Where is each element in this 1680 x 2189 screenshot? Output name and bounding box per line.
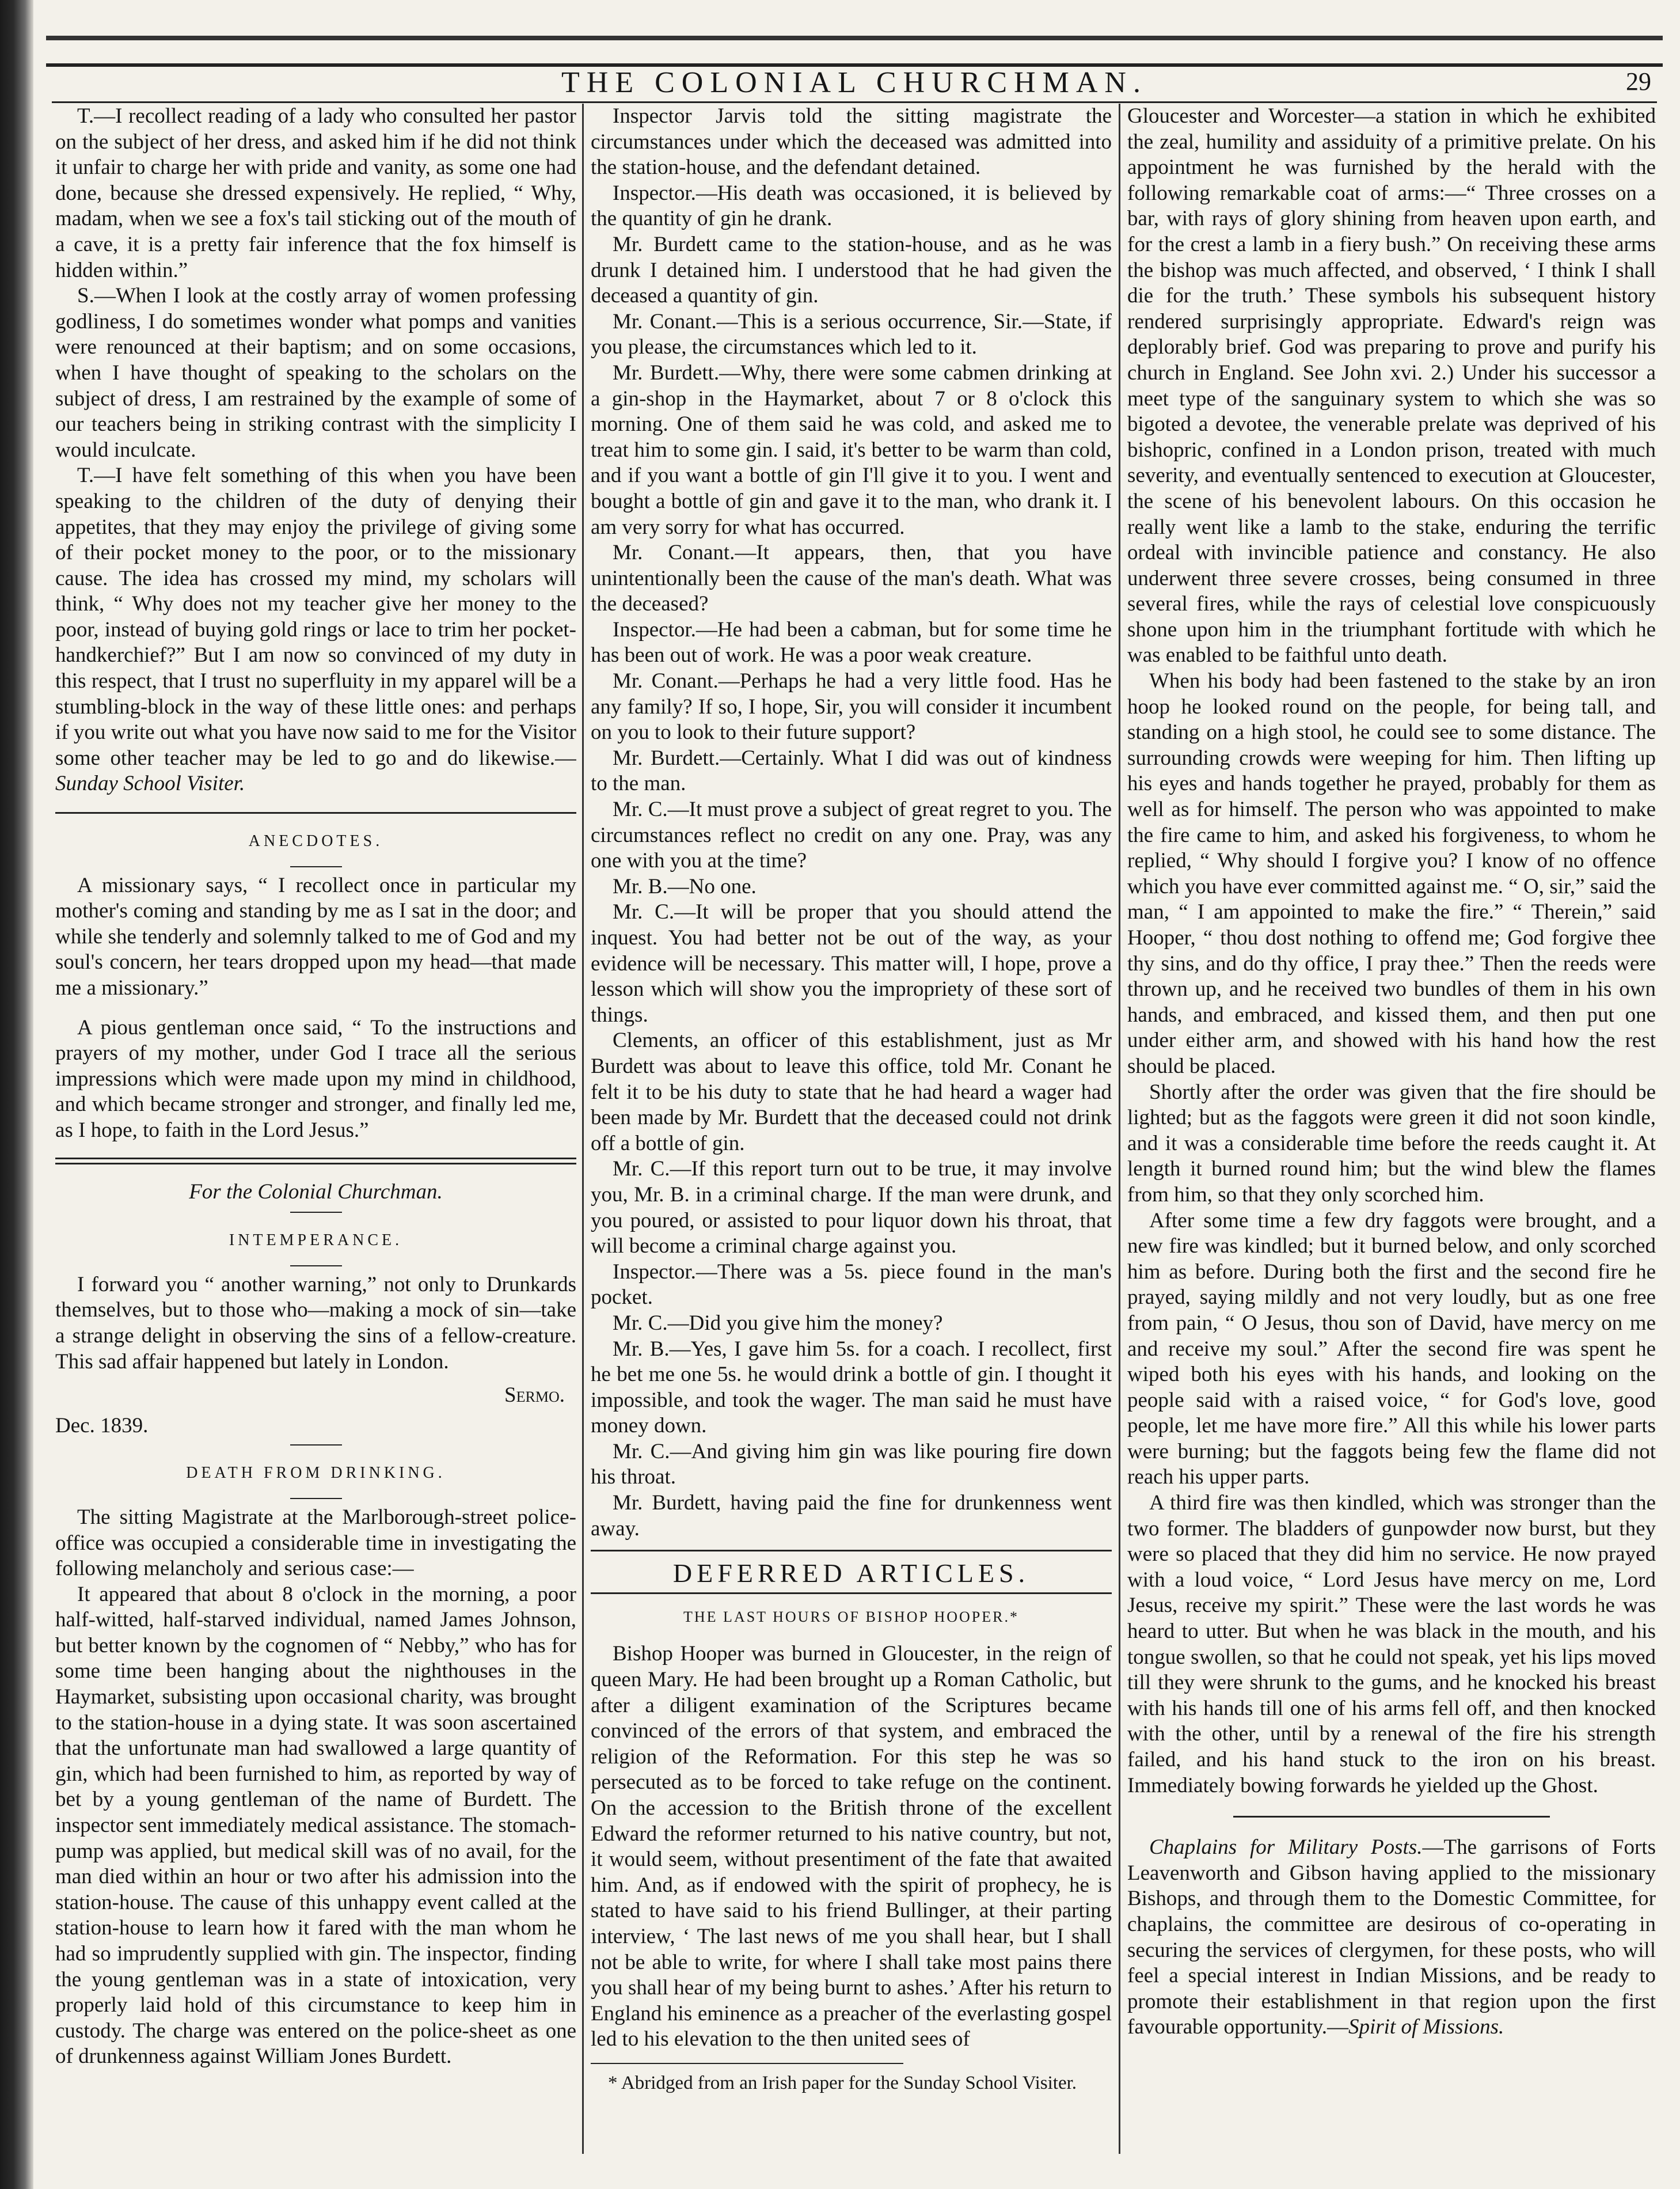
letter-signature: Sermo. bbox=[504, 1383, 565, 1408]
report-paragraph: Mr. Burdett.—Why, there were some cabmen drinking at a gin-shop in the Haymarket, about 7 or 8 o'clock this morning. One of them said he was cold, and asked me to treat him to some gin. I said, it's better to be warm than cold, and if you want a bottle of gin I'll give it to you. I went and bought a bottle of gin and gave it to the man, who drank it. I am very sorry for what has occurred. bbox=[591, 361, 1112, 539]
report-paragraph: Mr. Conant.—It appears, then, that you have unintentionally been the cause of the man's death. What was the deceased? bbox=[591, 541, 1112, 616]
report-paragraph: Mr. Conant.—This is a serious occurrence, Sir.—State, if you please, the circumstances which led to it. bbox=[591, 309, 1112, 359]
report-paragraph: Inspector Jarvis told the sitting magistrate the circumstances under which the deceased was admitted into the station-house, and the defendant detained. bbox=[591, 104, 1112, 180]
short-rule bbox=[290, 1444, 342, 1446]
report-paragraph: Mr. B.—Yes, I gave him 5s. for a coach. I recollect, first he bet me one 5s. he would drink a bottle of gin. I thought it impossible, and took the wager. The man said he must have money down. bbox=[591, 1337, 1112, 1438]
intemperance-heading: INTEMPERANCE. bbox=[229, 1231, 403, 1250]
death-heading: DEATH FROM DRINKING. bbox=[186, 1464, 446, 1482]
anecdote-paragraph: A missionary says, “ I recollect once in particular my mother's coming and standing by me as I sat in the door; and while she tenderly and solemnly talked to me of God and my soul's concern, her tears dropped upon my head—that made me a missionary.” bbox=[55, 873, 576, 1000]
report-paragraph: Clements, an officer of this establishment, just as Mr Burdett was about to leave this office, told Mr. Conant he felt it to be his duty to state that he had heard a wager had been made by Mr. Burdett that the deceased could not drink off a bottle of gin. bbox=[591, 1029, 1112, 1155]
report-paragraph: Inspector.—There was a 5s. piece found in the man's pocket. bbox=[591, 1259, 1112, 1310]
column-1 bbox=[55, 104, 576, 2154]
hooper-paragraph: Bishop Hooper was burned in Gloucester, in the reign of queen Mary. He had been brought up a Roman Catholic, but after a diligent examination of the Scriptures became convinced of the errors of that system, and embraced the religion of the Reformation. For this step he was so persecuted as to be forced to take refuge on the continent. On the accession to the British throne of the excellent Edward the reformer returned to his native country, but not, it would seem, without presentiment of the fate that awaited him. And, as if endowed with the spirit of prophecy, he is stated to have said to his friend Bullinger, at their parting interview, ‘ The last news of me you shall hear, but I shall not be able to write, for where I shall take most pains there you shall hear of my being burnt to ashes.’ After his return to England his eminence as a preacher of the everlasting gospel led to his elevation to the then united sees of bbox=[591, 1642, 1112, 2051]
letter-body: I forward you “ another warning,” not only to Drunkards themselves, but to those who—making a mock of sin—take a strange delight in observing the sins of a fellow-creature. This sad affair happened but lately in London. bbox=[55, 1272, 576, 1374]
report-paragraph: Mr. C.—It must prove a subject of great regret to you. The circumstances reflect no credit on any one. Pray, was any one with you at the time? bbox=[591, 798, 1112, 873]
letter-date: Dec. 1839. bbox=[55, 1413, 149, 1437]
column-3 bbox=[1127, 104, 1656, 2154]
section-divider bbox=[55, 1158, 576, 1164]
chaplains-runin: Chaplains for Military Posts. bbox=[1149, 1835, 1423, 1860]
report-paragraph: Mr. Burdett.—Certainly. What I did was out of kindness to the man. bbox=[591, 746, 1112, 796]
report-paragraph: Inspector.—His death was occasioned, it is believed by the quantity of gin he drank. bbox=[591, 181, 1112, 231]
hooper-paragraph: Gloucester and Worcester—a station in which he exhibited the zeal, humility and assiduity of a primitive prelate. On his appointment he was furnished by the herald with the following remarkable coat of arms:—“ Three crosses on a bar, with rays of glory shining from heaven upon earth, and for the crest a lamb in a fiery bush.” On receiving these arms the bishop was much affected, and observed, ‘ I think I shall die for the truth.’ These symbols his subsequent history rendered surprisingly appropriate. Edward's reign was deplorably brief. God was preparing to prove and purify his church in England. See John xvi. 2.) Under his successor a meet type of the sanguinary system to which she was so bigoted a devotee, the venerable prelate was deprived of his bishopric, confined in a London prison, treated with much severity, and eventually sentenced to execution at Gloucester, the scene of his benevolent labours. On this occasion he really went like a lamb to the stake, enduring the terrific ordeal with invincible patience and constancy. He also underwent three severe crosses, being consumed in three several fires, while the rays of celestial love conspicuously shone upon him in the triumphant fortitude with which he was enabled to be faithful unto death. bbox=[1127, 104, 1656, 667]
dialogue-paragraph: T.—I recollect reading of a lady who consulted her pastor on the subject of her dress, and asked him if he did not think it unfair to charge her with pride and vanity, as some one had done, because she dressed expensively. He replied, “ Why, madam, when we see a fox's tail sticking out of the mouth of a cave, it is a pretty fair inference that the fox himself is hidden within.” bbox=[55, 104, 576, 282]
dialogue-paragraph: S.—When I look at the costly array of women professing godliness, I do sometimes wonder what pomps and vanities were renounced at their baptism; and on some occasions, when I have thought of speaking to the scholars on the subject of dress, I am restrained by the example of some of our teachers being in striking contrast with the simplicity I would inculcate. bbox=[55, 284, 576, 462]
report-paragraph: Mr. Conant.—Perhaps he had a very little food. Has he any family? If so, I hope, Sir, you will consider it incumbent on you to look to their future support? bbox=[591, 669, 1112, 745]
deferred-articles-heading: DEFERRED ARTICLES. bbox=[591, 1550, 1112, 1594]
report-paragraph: Inspector.—He had been a cabman, but for some time he has been out of work. He was a poor weak creature. bbox=[591, 617, 1112, 667]
hooper-paragraph: After some time a few dry faggots were brought, and a new fire was kindled; but it burned below, and only scorched him as before. During both the first and the second fire he prayed, saying mildly and not very loudly, but as one free from pain, “ O Jesus, thou son of David, have mercy on me and receive my soul.” After the second fire was spent he wiped both his eyes with his hands, and looking on the people said with a raised voice, “ for God's love, good people, let me have more fire.” All this while his lower parts were burning; but the faggots being few the flame did not reach his upper parts. bbox=[1127, 1208, 1656, 1489]
hooper-paragraph: Shortly after the order was given that the fire should be lighted; but as the faggots were green it did not soon kindle, and it was a considerable time before the reeds caught it. At length it burned round him; but the wind blew the flames from him, so that they only scorched him. bbox=[1127, 1080, 1656, 1207]
page-header bbox=[52, 63, 1657, 103]
page-binding-edge bbox=[0, 0, 33, 2189]
footnote-rule bbox=[591, 2063, 903, 2064]
anecdotes-heading: ANECDOTES. bbox=[248, 832, 383, 851]
page-number: 29 bbox=[1626, 67, 1651, 96]
report-paragraph: Mr. C.—Did you give him the money? bbox=[613, 1311, 943, 1335]
report-paragraph: It appeared that about 8 o'clock in the morning, a poor half-witted, half-starved individual, named James Johnson, but better known by the cognomen of “ Nebby,” who has for some time been hanging about the nighthouses in the Haymarket, subsisting upon occasional charity, was brought to the station-house in a dying state. It was soon ascertained that the unfortunate man had swallowed a large quantity of gin, which had been furnished to him, as reported by way of bet by a young gentleman of the name of Burdett. The inspector sent immediately medical assistance. The stomach-pump was applied, but medical skill was of no avail, for the man died within an hour or two after his admission into the station-house. The cause of this unhappy event called at the station-house to learn how it fared with the man whom he had so imprudently supplied with gin. The inspector, finding the young gentleman was in a state of intoxication, very properly laid hold of this circumstance to keep him in custody. The charge was entered on the police-sheet as one of drunkenness against William Jones Burdett. bbox=[55, 1582, 576, 2069]
letter-credit: For the Colonial Churchman. bbox=[189, 1179, 443, 1204]
masthead-title: THE COLONIAL CHURCHMAN. bbox=[561, 66, 1147, 99]
column-rule bbox=[1119, 104, 1120, 2154]
short-rule bbox=[290, 1498, 342, 1499]
report-paragraph: Mr. C.—It will be proper that you should attend the inquest. You had better not be out of the way, as your evidence will be necessary. This matter will, I hope, prove a lesson which will show you the impropriety of these sort of things. bbox=[591, 900, 1112, 1027]
hooper-paragraph: A third fire was then kindled, which was stronger than the two former. The bladders of gunpowder now burst, but they were so placed that they did him no service. He now prayed with a loud voice, “ Lord Jesus have mercy on me, Lord Jesus, receive my spirit.” These were the last words he was heard to utter. But when he was black in the mouth, and his tongue swollen, so that he could not speak, yet his lips moved till they were shrunk to the gums, and he knocked his breast with his hands till one of his arms fell off, and then knocked with the other, until by a renewal of the fire his strength failed, and his hand stuck to the iron on his breast. Immediately bowing forwards he yielded up the Ghost. bbox=[1127, 1491, 1656, 1797]
short-rule bbox=[290, 1265, 342, 1266]
short-rule bbox=[290, 1212, 342, 1213]
report-paragraph: Mr. Burdett, having paid the fine for drunkenness went away. bbox=[591, 1491, 1112, 1541]
report-paragraph: Mr. Burdett came to the station-house, and as he was drunk I detained him. I understood that he had given the deceased a quantity of gin. bbox=[591, 232, 1112, 308]
footnote: * Abridged from an Irish paper for the Sunday School Visiter. bbox=[608, 2072, 1077, 2093]
chaplains-source: Spirit of Missions. bbox=[1348, 2015, 1504, 2039]
report-paragraph: Mr. C.—And giving him gin was like pouring fire down his throat. bbox=[591, 1439, 1112, 1489]
section-divider bbox=[1233, 1816, 1550, 1818]
report-paragraph: Mr. C.—If this report turn out to be true, it may involve you, Mr. B. in a criminal charge. If the man were drunk, and you poured, or assisted to pour liquor down his throat, that will become a criminal charge against you. bbox=[591, 1157, 1112, 1258]
dialogue-source: Sunday School Visiter. bbox=[55, 772, 245, 796]
anecdote-paragraph: A pious gentleman once said, “ To the instructions and prayers of my mother, under God I trace all the serious impressions which were made upon my mind in childhood, and which became stronger and stronger, and finally led me, as I hope, to faith in the Lord Jesus.” bbox=[55, 1015, 576, 1142]
report-paragraph: The sitting Magistrate at the Marlborough-street police-office was occupied a considerable time in investigating the following melancholy and serious case:— bbox=[55, 1505, 576, 1581]
short-rule bbox=[290, 866, 342, 867]
section-divider bbox=[55, 812, 576, 814]
dialogue-paragraph: T.—I have felt something of this when you have been speaking to the children of the duty of denying their appetites, that they may enjoy the privilege of giving some of their pocket money to the poor, or to the missionary cause. The idea has crossed my mind, my scholars will think, “ Why does not my teacher give her money to the poor, instead of buying gold rings or lace to trim her pocket-handkerchief?” But I am now so convinced of my duty in this respect, that I trust no superfluity in my apparel will be a stumbling-block in the way of these little ones: and perhaps if you write out what you have now said to me for the Visitor some other teacher may be led to go and do likewise.—Sunday School Visiter. bbox=[55, 464, 576, 796]
article-columns bbox=[55, 104, 1662, 2154]
hooper-paragraph: When his body had been fastened to the stake by an iron hoop he looked round on the people, for being tall, and standing on a high stool, he could see to some distance. The surrounding crowds were weeping for him. Then lifting up his eyes and hands together he prayed, probably for them as well as for himself. The person who was appointed to make the fire came to him, and asked his forgiveness, to whom he replied, “ Why should I forgive you? I know of no offence which you have ever committed against me. “ O, sir,” said the man, “ I am appointed to make the fire.” “ Therein,” said Hooper, “ thou dost nothing to offend me; God forgive thee thy sins, and do thy office, I pray thee.” Then the reeds were thrown up, and he received two bundles of them in his own hands, and embraced, and kissed them, and then put one under either arm, and showed with his hand how the rest should be placed. bbox=[1127, 669, 1656, 1078]
top-border bbox=[46, 23, 1663, 67]
hooper-heading: THE LAST HOURS OF BISHOP HOOPER.* bbox=[683, 1608, 1019, 1625]
chaplains-paragraph: Chaplains for Military Posts.—The garrisons of Forts Leavenworth and Gibson having applied to the missionary Bishops, and through them to the Domestic Committee, for chaplains, the committee are desirous of co-operating in securing the services of clergymen, for these posts, who will feel a special interest in Indian Missions, and be ready to promote their establishment in that region upon the first favourable opportunity.—Spirit of Missions. bbox=[1127, 1835, 1656, 2039]
column-rule bbox=[582, 104, 584, 2154]
column-2 bbox=[591, 104, 1112, 2154]
report-paragraph: Mr. B.—No one. bbox=[613, 874, 757, 898]
